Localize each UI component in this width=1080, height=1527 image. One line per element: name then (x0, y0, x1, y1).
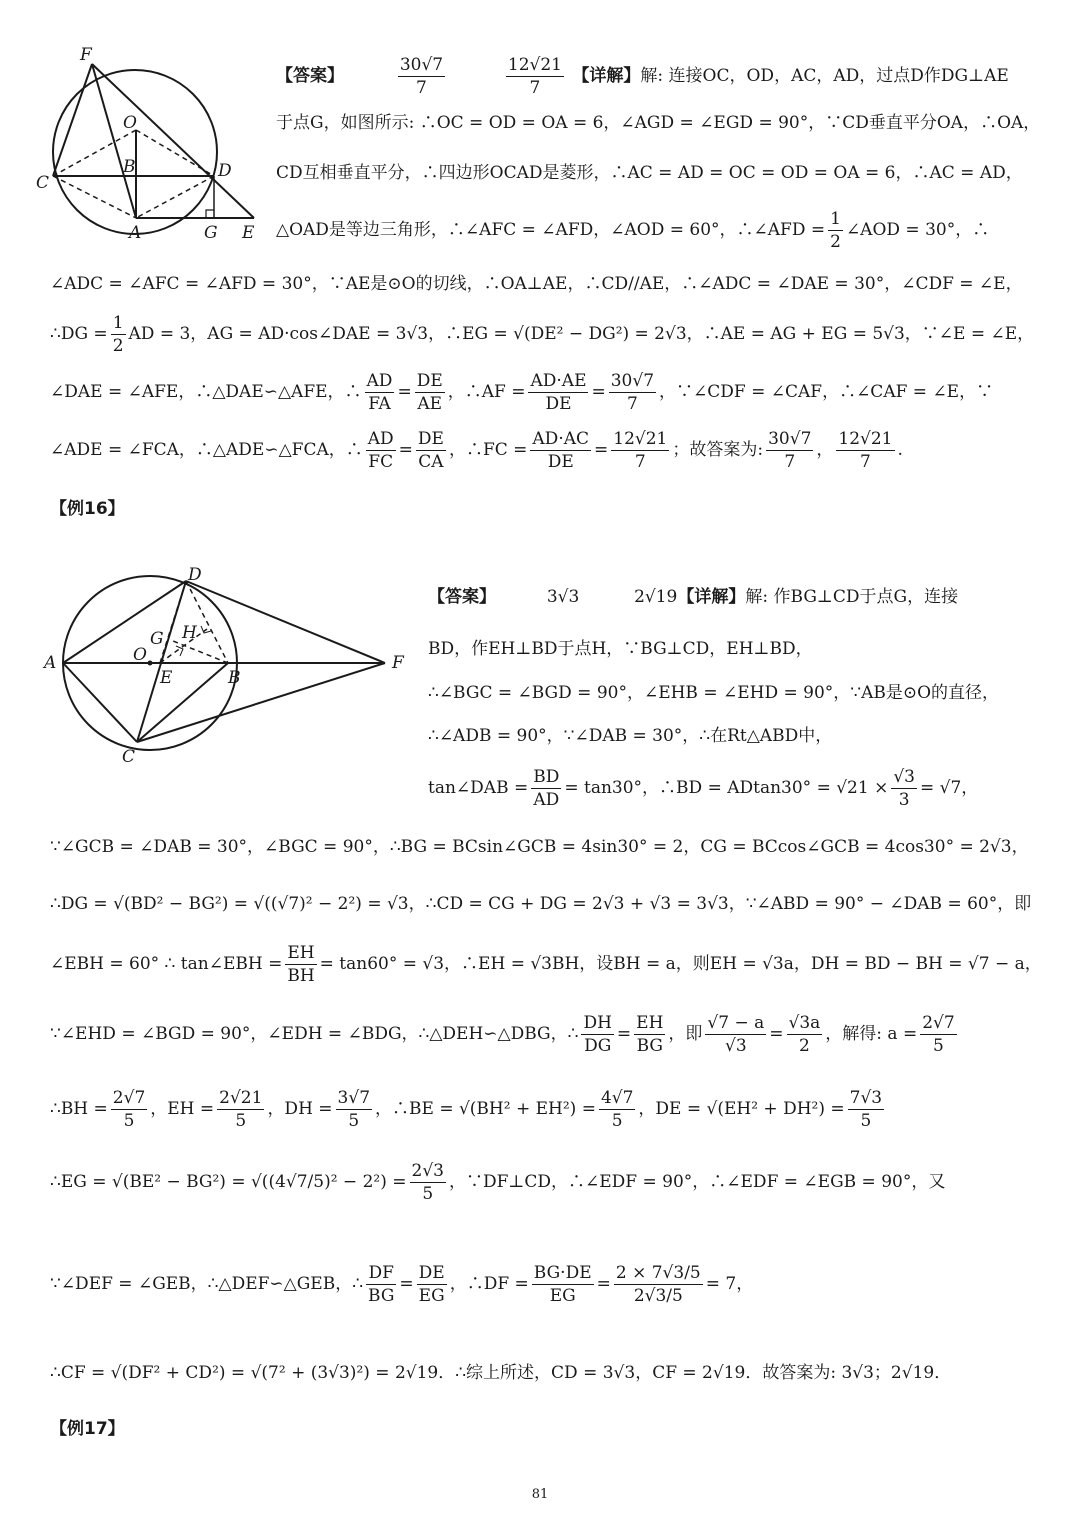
label-D: D (218, 161, 232, 181)
detail-tag: 【详解】 (572, 66, 641, 86)
ex15-answer-1: $\frac{30√7}{7}$ (399, 55, 444, 98)
ex16-line-8: ∠EBH = 60° ∴ tan∠EBH = $\frac{EH}{BH}$ = tan60° = √3，∴EH = √3BH，设BH = a，则EH = √3a，DH = BD − BH = √7 − a， (50, 943, 1042, 986)
ex16-line-4: ∴∠ADB = 90°，∵∠DAB = 30°，∴在Rt△ABD中， (428, 726, 833, 746)
label-A: A (129, 223, 142, 243)
ex16-line-3: ∴∠BGC = ∠BGD = 90°，∠EHB = ∠EHD = 90°，∵AB是⊙O的直径， (428, 683, 1000, 703)
ex16-line-2: BD，作EH⊥BD于点H，∵BG⊥CD，EH⊥BD， (428, 639, 813, 659)
ex16-line-5: tan∠DAB = $\frac{BD}{AD}$ = tan30°，∴BD = ADtan30° = √21 × $\frac{√3}{3}$ = √7， (428, 767, 979, 810)
label-C: C (122, 747, 136, 767)
geometry-figure-ex15 (28, 40, 278, 250)
label-G: G (150, 629, 164, 649)
ex15-line-1 (276, 54, 1009, 99)
ex15-line-6: ∴DG = $\frac{1}{2}$ AD = 3，AG = AD·cos∠DAE = 3√3，∴EG = √(DE² − DG²) = 2√3，∴AE = AG + EG = 5√3，∵∠E = ∠E， (50, 313, 1035, 356)
ex16-line-9: ∵∠EHD = ∠BGD = 90°，∠EDH = ∠BDG，∴△DEH∽△DBG，∴ $\frac{DH}{DG}$ = $\frac{EH}{BG}$ ，即 $\frac{√7 - a}{√3}$ = $\frac{√3a}{2}$ ，解得: a = $\frac{2√7}{5}$ (50, 1013, 955, 1056)
ex15-line-8: ∠ADE = ∠FCA，∴△ADE∽△FCA，∴ $\frac{AD}{FC}$ = $\frac{DE}{CA}$ ，∴FC = $\frac{AD\cdot AC}{DE}$ = $\frac{12√21}{7}$ ；故答案为: $\frac{30√7}{7}$ ， $\frac{12√21}{7}$ . (50, 429, 903, 472)
ex15-line-2: 于点G，如图所示: ∴OC = OD = OA = 6，∠AGD = ∠EGD = 90°，∵CD垂直平分OA，∴OA， (276, 113, 1041, 133)
label-F: F (80, 45, 92, 65)
label-D: D (188, 566, 202, 585)
ex15-line-5: ∠ADC = ∠AFC = ∠AFD = 30°，∵AE是⊙O的切线，∴OA⊥AE，∴CD//AE，∴∠ADC = ∠DAE = 30°，∠CDF = ∠E， (50, 274, 1023, 294)
page-number: 81 (531, 1487, 549, 1502)
example-17-heading: 【例17】 (50, 1419, 125, 1439)
label-C: C (36, 173, 50, 193)
ex16-line-6: ∵∠GCB = ∠DAB = 30°，∠BGC = 90°，∴BG = BCsin∠GCB = 4sin30° = 2，CG = BCcos∠GCB = 4cos30° = 2√3， (50, 837, 1029, 857)
ex15-line-1-text: 解: 连接OC，OD，AC，AD，过点D作DG⊥AE (640, 66, 1009, 86)
answer-tag: 【答案】 (276, 66, 344, 86)
answer-tag: 【答案】 (428, 587, 496, 607)
label-H: H (182, 623, 197, 643)
ex15-answer-2: $\frac{12√21}{7}$ (507, 55, 563, 98)
label-E: E (160, 668, 173, 688)
ex16-line-11: ∴EG = √(BE² − BG²) = √((4√7/5)² − 2²) = $\frac{2√3}{5}$ ，∵DF⊥CD，∴∠EDF = 90°，∴∠EDF = ∠EGB = 90°，又 (50, 1161, 946, 1204)
ex16-line-1: 【答案】 3√3 2√19【详解】解: 作BG⊥CD于点G，连接 (428, 587, 959, 607)
ex16-line-10: ∴BH = $\frac{2√7}{5}$ ，EH = $\frac{2√21}{5}$ ，DH = $\frac{3√7}{5}$ ，∴BE = √(BH² + EH²) = $\frac{4√7}{5}$ ，DE = √(EH² + DH²) = $\frac{7√3}{5}$ (50, 1088, 883, 1131)
ex15-line-7: ∠DAE = ∠AFE，∴△DAE∽△AFE，∴ $\frac{AD}{FA}$ = $\frac{DE}{AE}$ ，∴AF = $\frac{AD\cdot AE}{DE}$ = $\frac{30√7}{7}$ ，∵∠CDF = ∠CAF，∴∠CAF = ∠E，∵ (50, 371, 994, 414)
ex16-answer-1: 3√3 (546, 587, 580, 607)
label-O: O (123, 113, 137, 133)
label-B: B (123, 157, 136, 177)
ex16-answer-2: 2√19 (634, 587, 678, 607)
example-16-heading: 【例16】 (50, 499, 125, 519)
ex16-line-12: ∵∠DEF = ∠GEB，∴△DEF∽△GEB，∴ $\frac{DF}{BG}$ = $\frac{DE}{EG}$ ，∴DF = $\frac{BG\cdot DE}{EG}$ = $\frac{2 \times 7√3/5}{2√3/5}$ = 7， (50, 1263, 754, 1306)
ex16-line-13: ∴CF = √(DF² + CD²) = √(7² + (3√3)²) = 2√19．∴综上所述，CD = 3√3，CF = 2√19．故答案为: 3√3；2√19． (50, 1363, 952, 1383)
label-A: A (44, 653, 57, 673)
label-G: G (204, 223, 218, 243)
ex16-line-7: ∴DG = √(BD² − BG²) = √((√7)² − 2²) = √3，∴CD = CG + DG = 2√3 + √3 = 3√3，∵∠ABD = 90° − ∠DAB = 60°，即 (50, 894, 1032, 914)
geometry-figure-ex16 (40, 566, 420, 776)
label-F: F (392, 653, 404, 673)
label-B: B (228, 668, 241, 688)
label-E: E (242, 223, 255, 243)
detail-tag: 【详解】 (677, 587, 746, 607)
ex15-line-3: CD互相垂直平分，∴四边形OCAD是菱形，∴AC = AD = OC = OD = OA = 6，∴AC = AD， (276, 163, 1023, 183)
ex15-line-4: △OAD是等边三角形，∴∠AFC = ∠AFD，∠AOD = 60°，∴∠AFD = $\frac{1}{2}$ ∠AOD = 30°，∴ (276, 209, 990, 252)
label-O: O (133, 645, 147, 665)
